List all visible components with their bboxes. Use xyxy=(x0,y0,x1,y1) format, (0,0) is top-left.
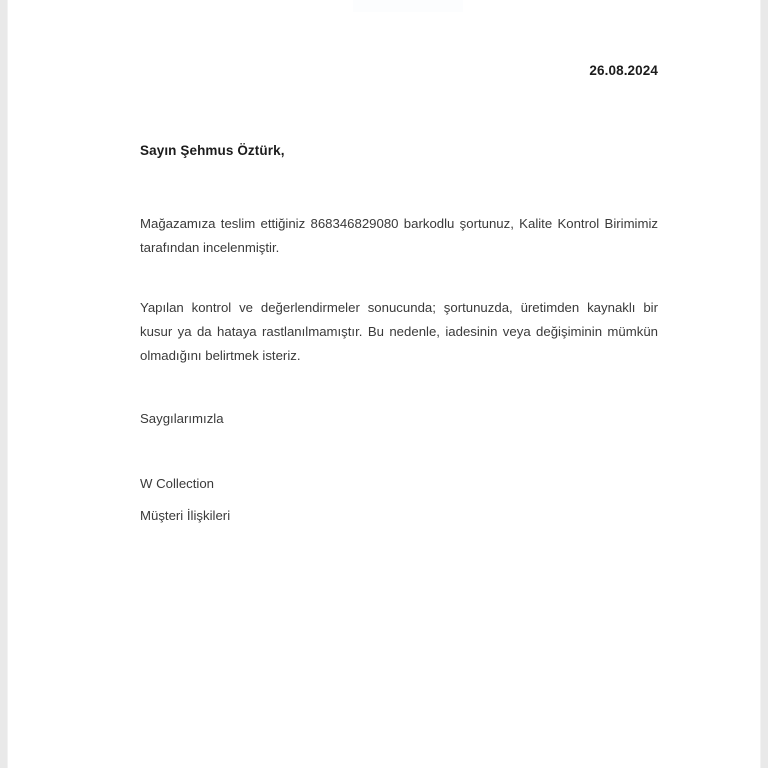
letter-greeting: Sayın Şehmus Öztürk, xyxy=(140,143,285,158)
letter-closing-regards: Saygılarımızla xyxy=(140,411,224,426)
letter-paragraph-1: Mağazamıza teslim ettiğiniz 868346829080 barkodlu şortunuz, Kalite Kontrol Birimimiz tarafından incelenmiştir. xyxy=(140,216,658,256)
letter-date: 26.08.2024 xyxy=(589,63,658,78)
letter-content xyxy=(140,0,658,768)
letter-paragraph-2: Yapılan kontrol ve değerlendirmeler sonucunda; şortunuzda, üretimden kaynaklı bir kusur ya da hataya rastlanılmamıştır. Bu nedenle, iadesinin veya değişiminin mümkün olmadığını belirtmek isteriz. xyxy=(140,300,658,364)
letter-signature-company: W Collection xyxy=(140,476,215,491)
letter-signature-department: Müşteri İlişkileri xyxy=(140,508,231,523)
document-page xyxy=(8,0,760,768)
